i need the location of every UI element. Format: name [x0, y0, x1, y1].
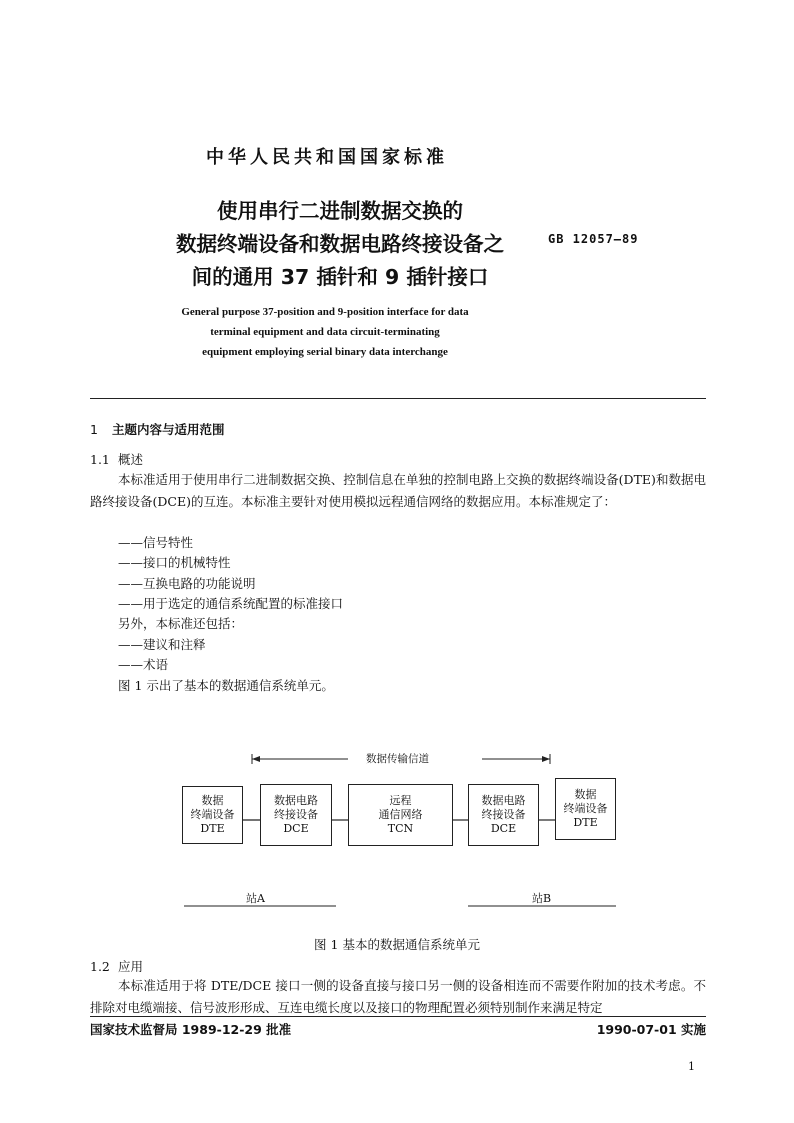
page-number: 1 [688, 1060, 695, 1073]
box-line-3: DTE [200, 822, 225, 835]
title-line-1: 使用串行二进制数据交换的 [217, 199, 463, 223]
document-title-cn [140, 195, 540, 294]
effective-date: 1990-07-01 实施 [596, 1022, 706, 1037]
en-title-line-3: equipment employing serial binary data interchange [202, 346, 448, 358]
station-a-label: 站A [246, 892, 265, 905]
figure-reference: 图 1 示出了基本的数据通信系统单元。 [118, 678, 334, 693]
subsection-1-1-heading [90, 450, 143, 468]
box-line-1: 数据电路 [481, 794, 526, 807]
en-title-line-2: terminal equipment and data circuit-terminating [210, 326, 440, 338]
application-paragraph: 本标准适用于将 DTE/DCE 接口一侧的设备直接与接口另一侧的设备相连而不需要作附加的技术考虑。不排除对电缆端接、信号波形形成、互连电缆长度以及接口的物理配置必须特别制作来满足特定 [90, 978, 706, 1015]
box-line-3: DCE [490, 822, 517, 835]
dte-box-left [182, 786, 243, 844]
list-item: ——建议和注释 [118, 637, 206, 652]
dce-box-right [468, 784, 539, 846]
bottom-divider [90, 1016, 706, 1017]
approval-date: 国家技术监督局 1989-12-29 批准 [90, 1022, 292, 1037]
box-line-3: DTE [573, 816, 598, 829]
dce-box-left [260, 784, 332, 846]
station-b-label: 站B [532, 892, 552, 905]
subsection-number: 1.1 [90, 452, 110, 467]
box-line-1: 数据 [201, 794, 224, 807]
subsection-title: 概述 [118, 452, 144, 467]
channel-arrow-right-head [542, 756, 550, 762]
box-line-2: 终端设备 [563, 802, 608, 815]
box-line-1: 远程 [389, 794, 412, 807]
standard-title: 中华人民共和国国家标准 [206, 147, 448, 168]
en-title-line-1: General purpose 37-position and 9-position interface for data [181, 306, 469, 318]
list-item: ——互换电路的功能说明 [118, 576, 256, 591]
title-line-3: 间的通用 37 插针和 9 插针接口 [191, 265, 489, 289]
channel-label: 数据传输信道 [366, 753, 429, 765]
title-line-2: 数据终端设备和数据电路终接设备之 [176, 232, 504, 256]
box-line-3: DCE [283, 822, 309, 835]
figure-caption: 图 1 基本的数据通信系统单元 [314, 937, 480, 952]
box-line-2: 终接设备 [481, 808, 526, 821]
box-line-1: 数据电路 [274, 794, 318, 807]
box-line-2: 终接设备 [274, 808, 318, 821]
subsection-title: 应用 [118, 959, 144, 974]
box-line-2: 终端设备 [190, 808, 235, 821]
list-item: ——信号特性 [118, 535, 194, 550]
box-line-2: 通信网络 [378, 808, 423, 821]
figure-1-diagram [170, 740, 640, 920]
also-includes-text: 另外，本标准还包括： [118, 616, 244, 631]
list-item: ——接口的机械特性 [118, 555, 231, 570]
section-title: 主题内容与适用范围 [112, 422, 225, 437]
section-1-heading [90, 420, 225, 438]
box-line-1: 数据 [574, 788, 597, 801]
dte-box-right [555, 778, 616, 840]
section-number: 1 [90, 422, 98, 437]
list-item: ——用于选定的通信系统配置的标准接口 [118, 596, 344, 611]
overview-paragraph: 本标准适用于使用串行二进制数据交换、控制信息在单独的控制电路上交换的数据终端设备(DTE)和数据电路终接设备(DCE)的互连。本标准主要针对使用模拟远程通信网络的数据应用。本标准规定了： [90, 472, 706, 509]
top-divider [90, 398, 706, 399]
channel-arrow-left-head [252, 756, 260, 762]
standard-code: GB 12057—89 [548, 232, 639, 246]
document-title-en [130, 302, 520, 362]
box-line-3: TCN [387, 822, 414, 835]
list-item: ——术语 [118, 657, 169, 672]
subsection-1-2-heading [90, 957, 143, 975]
tcn-box [348, 784, 453, 846]
subsection-number: 1.2 [90, 959, 110, 974]
